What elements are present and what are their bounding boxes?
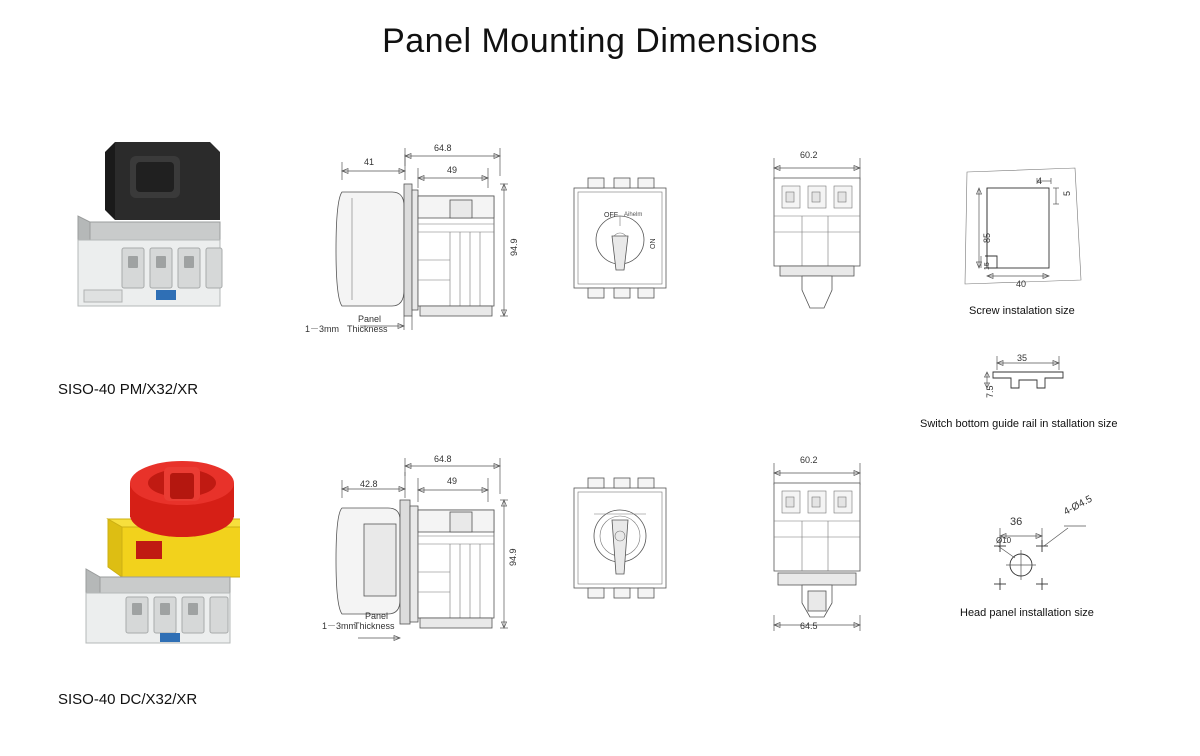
front-off-label: OFF xyxy=(604,212,618,219)
back-view-pm xyxy=(750,150,880,320)
panel-thickness-value: 1－3mm xyxy=(305,324,340,334)
front-view-dc xyxy=(560,470,680,620)
dim-49-dc: 49 xyxy=(447,476,458,486)
screw-installation-diagram xyxy=(955,160,1105,300)
caption-guide-rail: Switch bottom guide rail in stallation size xyxy=(920,418,1118,430)
page-title: Panel Mounting Dimensions xyxy=(382,22,818,60)
dim-rail-35: 35 xyxy=(1017,353,1028,363)
dim-screw-40: 40 xyxy=(1016,279,1027,289)
head-panel-installation-diagram xyxy=(960,510,1110,610)
dim-screw-85: 85 xyxy=(982,232,992,243)
panel-thickness-value-dc: 1－3mm xyxy=(322,621,357,631)
dim-60-2-pm: 60.2 xyxy=(800,150,818,160)
dim-64-8-dc: 64.8 xyxy=(434,454,452,464)
dim-41: 41 xyxy=(364,157,375,167)
dim-screw-15: 15 xyxy=(984,262,991,270)
dim-head-36: 36 xyxy=(1010,516,1023,528)
dim-rail-7-5: 7.5 xyxy=(985,385,995,398)
panel-label-dc: Panel xyxy=(365,611,389,621)
panel-label: Panel xyxy=(358,314,382,324)
front-view-pm xyxy=(560,170,680,310)
dim-64-8: 64.8 xyxy=(434,143,452,153)
caption-screw-installation: Screw instalation size xyxy=(969,305,1075,317)
dim-64-5-dc: 64.5 xyxy=(800,621,818,631)
row-label-dc: SISO-40 DC/X32/XR xyxy=(58,691,198,708)
panel-thickness-label: Thickness xyxy=(347,324,388,334)
side-view-pm xyxy=(300,140,520,340)
dim-head-d10: Ø10 xyxy=(996,536,1012,545)
dim-49: 49 xyxy=(447,165,458,175)
dim-94-9: 94.9 xyxy=(509,238,519,256)
front-brand-label: Aihelm xyxy=(624,212,643,218)
back-view-dc xyxy=(750,455,880,640)
dim-screw-4: 4 xyxy=(1037,176,1043,186)
dim-screw-5: 5 xyxy=(1062,190,1072,196)
dim-head-4x45: 4-Ø4.5 xyxy=(1062,493,1095,518)
dim-60-2-dc: 60.2 xyxy=(800,455,818,465)
caption-head-panel: Head panel installation size xyxy=(960,607,1094,619)
front-on-label: ON xyxy=(650,238,657,249)
product-photo-dc xyxy=(60,445,240,645)
row-label-pm: SISO-40 PM/X32/XR xyxy=(58,381,199,398)
product-photo-pm xyxy=(60,130,240,320)
dim-42-8: 42.8 xyxy=(360,479,378,489)
dim-94-9-dc: 94.9 xyxy=(508,548,518,566)
panel-thickness-label-dc: Thickness xyxy=(354,621,395,631)
